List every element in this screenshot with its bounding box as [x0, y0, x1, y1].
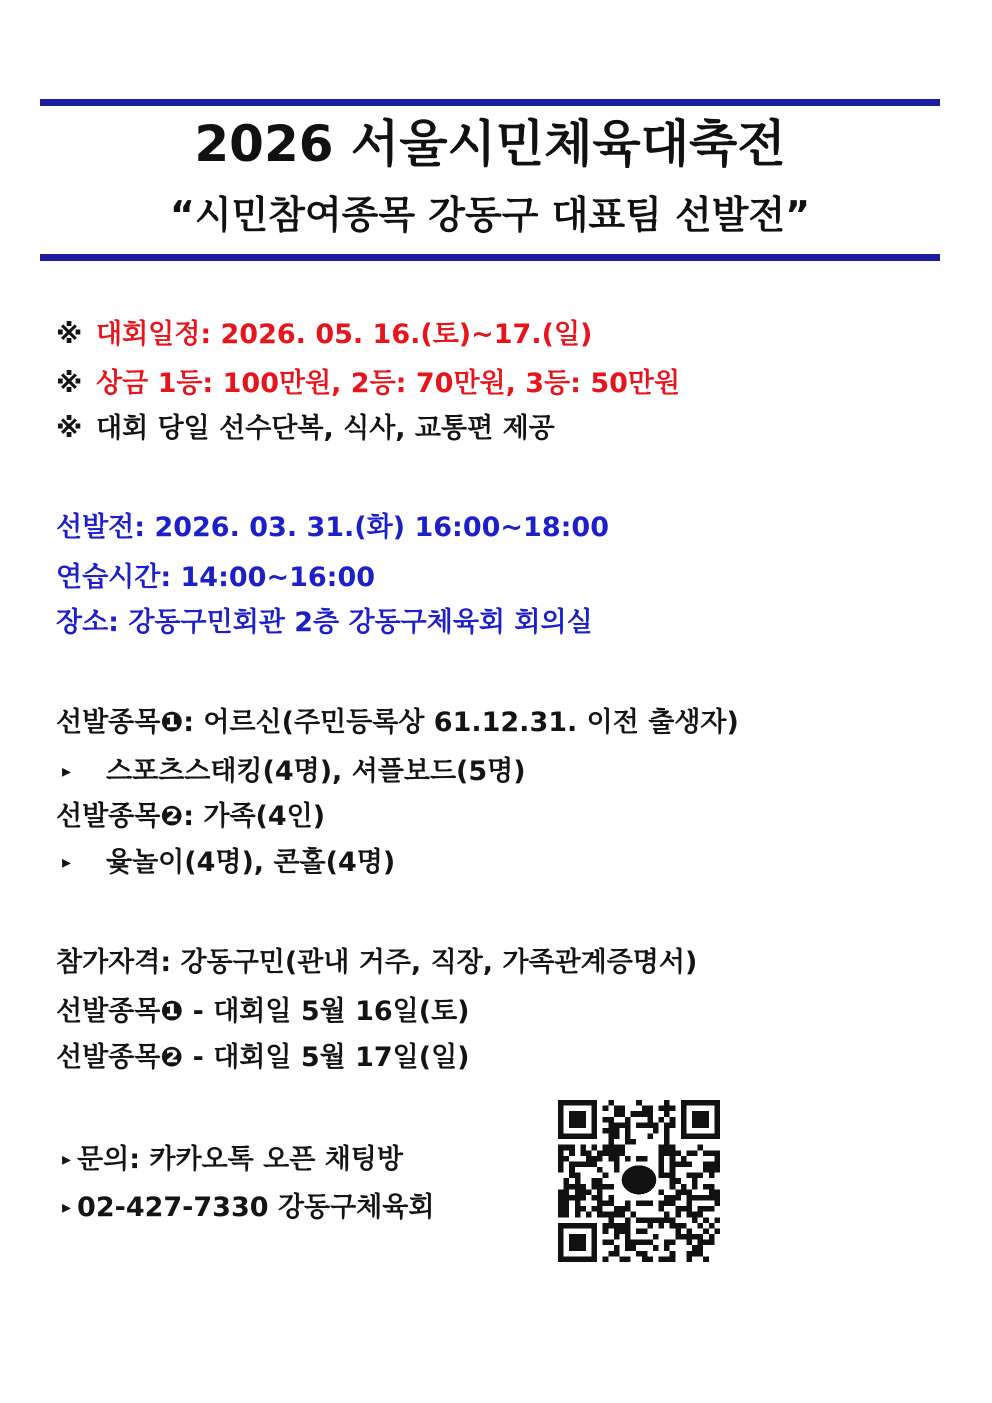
triangle-bullet-icon: ▸	[62, 1197, 72, 1218]
event1-title: 선발종목❶: 어르신(주민등록상 61.12.31. 이전 출생자)	[56, 707, 739, 738]
event1-date: 선발종목❶ - 대회일 5월 16일(토)	[56, 996, 470, 1027]
triangle-bullet-icon: ▸	[62, 1149, 72, 1170]
contact-phone-text: 02-427-7330 강동구체육회	[77, 1192, 435, 1223]
venue: 장소: 강동구민회관 2층 강동구체육회 회의실	[56, 607, 593, 638]
notice-provisions	[56, 411, 555, 447]
notice-schedule-text: 대회일정: 2026. 05. 16.(토)~17.(일)	[96, 319, 593, 350]
event1-items	[56, 754, 526, 790]
event2-date: 선발종목❷ - 대회일 5월 17일(일)	[56, 1042, 470, 1073]
event2-items-text: 윷놀이(4명), 콘홀(4명)	[106, 847, 396, 878]
reference-mark: ※	[56, 368, 83, 399]
notice-provisions-text: 대회 당일 선수단복, 식사, 교통편 제공	[96, 413, 555, 444]
qr-code-icon[interactable]	[558, 1100, 720, 1262]
page-subtitle: “시민참여종목 강동구 대표팀 선발전”	[169, 193, 811, 237]
reference-mark: ※	[56, 319, 83, 350]
event2-title: 선발종목❷: 가족(4인)	[56, 801, 326, 832]
notice-prize-text: 상금 1등: 100만원, 2등: 70만원, 3등: 50만원	[96, 368, 681, 399]
contact-inquiry-text: 문의: 카카오톡 오픈 채팅방	[77, 1144, 403, 1175]
event2-items	[56, 845, 395, 881]
qualification: 참가자격: 강동구민(관내 거주, 직장, 가족관계증명서)	[56, 947, 698, 978]
selection-date: 선발전: 2026. 03. 31.(화) 16:00~18:00	[56, 512, 609, 543]
contact-inquiry	[56, 1142, 403, 1178]
notice-prize	[56, 366, 680, 402]
practice-time: 연습시간: 14:00~16:00	[56, 562, 376, 593]
bottom-rule	[40, 254, 940, 261]
page-title: 2026 서울시민체육대축전	[194, 115, 786, 173]
reference-mark: ※	[56, 413, 83, 444]
contact-phone	[56, 1190, 434, 1226]
triangle-bullet-icon: ▸	[62, 761, 72, 782]
top-rule	[40, 99, 940, 106]
triangle-bullet-icon: ▸	[62, 852, 72, 873]
event1-items-text: 스포츠스태킹(4명), 셔플보드(5명)	[106, 756, 526, 787]
notice-schedule	[56, 317, 592, 353]
